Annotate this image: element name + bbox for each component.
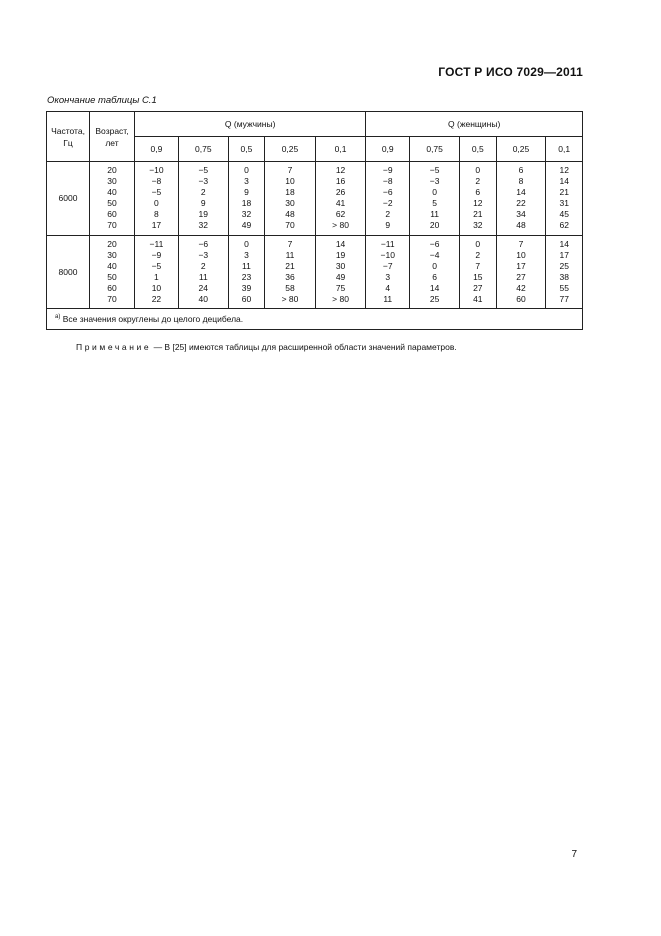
header-frequency: Частота, Гц [47, 112, 90, 162]
page-number: 7 [571, 849, 577, 860]
footnote-row [47, 309, 583, 330]
note-text: — В [25] имеются таблицы для расширенной области значений параметров. [151, 342, 457, 352]
note [76, 342, 457, 352]
footnote-text: Все значения округлены до целого децибела. [62, 314, 244, 325]
age-cell: 20 30 40 50 60 70 [90, 235, 135, 309]
frequency-cell: 8000 [47, 235, 90, 309]
header-q-women: 0,9 [366, 137, 410, 162]
value-cell: −11 −10 −7 3 4 11 [366, 235, 410, 309]
header-q-women: 0,5 [460, 137, 496, 162]
header-women: Q (женщины) [366, 112, 583, 137]
header-q-men: 0,75 [178, 137, 228, 162]
value-cell: 7 10 18 30 48 70 [265, 162, 316, 236]
header-men: Q (мужчины) [135, 112, 366, 137]
value-cell: −10 −8 −5 0 8 17 [135, 162, 179, 236]
header-q-men: 0,1 [315, 137, 366, 162]
value-cell: 0 3 9 18 32 49 [228, 162, 264, 236]
value-cell: 14 17 25 38 55 77 [546, 235, 583, 309]
table-caption: Окончание таблицы С.1 [47, 95, 157, 106]
value-cell: 12 14 21 31 45 62 [546, 162, 583, 236]
age-cell: 20 30 40 50 60 70 [90, 162, 135, 236]
value-cell: 0 2 6 12 21 32 [460, 162, 496, 236]
table-row [47, 162, 583, 236]
value-cell: 7 10 17 27 42 60 [496, 235, 546, 309]
value-cell: −9 −8 −6 −2 2 9 [366, 162, 410, 236]
value-cell: −11 −9 −5 1 10 22 [135, 235, 179, 309]
table-row [47, 235, 583, 309]
value-cell: 0 3 11 23 39 60 [228, 235, 264, 309]
footnote-mark: а) [55, 314, 61, 321]
value-cell: −5 −3 0 5 11 20 [410, 162, 460, 236]
value-cell: 7 11 21 36 58 > 80 [265, 235, 316, 309]
header-q-women: 0,1 [546, 137, 583, 162]
header-q-women: 0,75 [410, 137, 460, 162]
value-cell: 0 2 7 15 27 41 [460, 235, 496, 309]
header-q-women: 0,25 [496, 137, 546, 162]
value-cell: −5 −3 2 9 19 32 [178, 162, 228, 236]
value-cell: −6 −4 0 6 14 25 [410, 235, 460, 309]
header-q-men: 0,9 [135, 137, 179, 162]
note-label: Примечание [76, 342, 152, 352]
data-table [46, 111, 583, 330]
value-cell: 14 19 30 49 75 > 80 [315, 235, 366, 309]
document-header: ГОСТ Р ИСО 7029—2011 [438, 65, 583, 79]
frequency-cell: 6000 [47, 162, 90, 236]
header-age: Возраст, лет [90, 112, 135, 162]
value-cell: −6 −3 2 11 24 40 [178, 235, 228, 309]
header-q-men: 0,5 [228, 137, 264, 162]
footnote [47, 309, 583, 330]
value-cell: 6 8 14 22 34 48 [496, 162, 546, 236]
value-cell: 12 16 26 41 62 > 80 [315, 162, 366, 236]
header-q-men: 0,25 [265, 137, 316, 162]
